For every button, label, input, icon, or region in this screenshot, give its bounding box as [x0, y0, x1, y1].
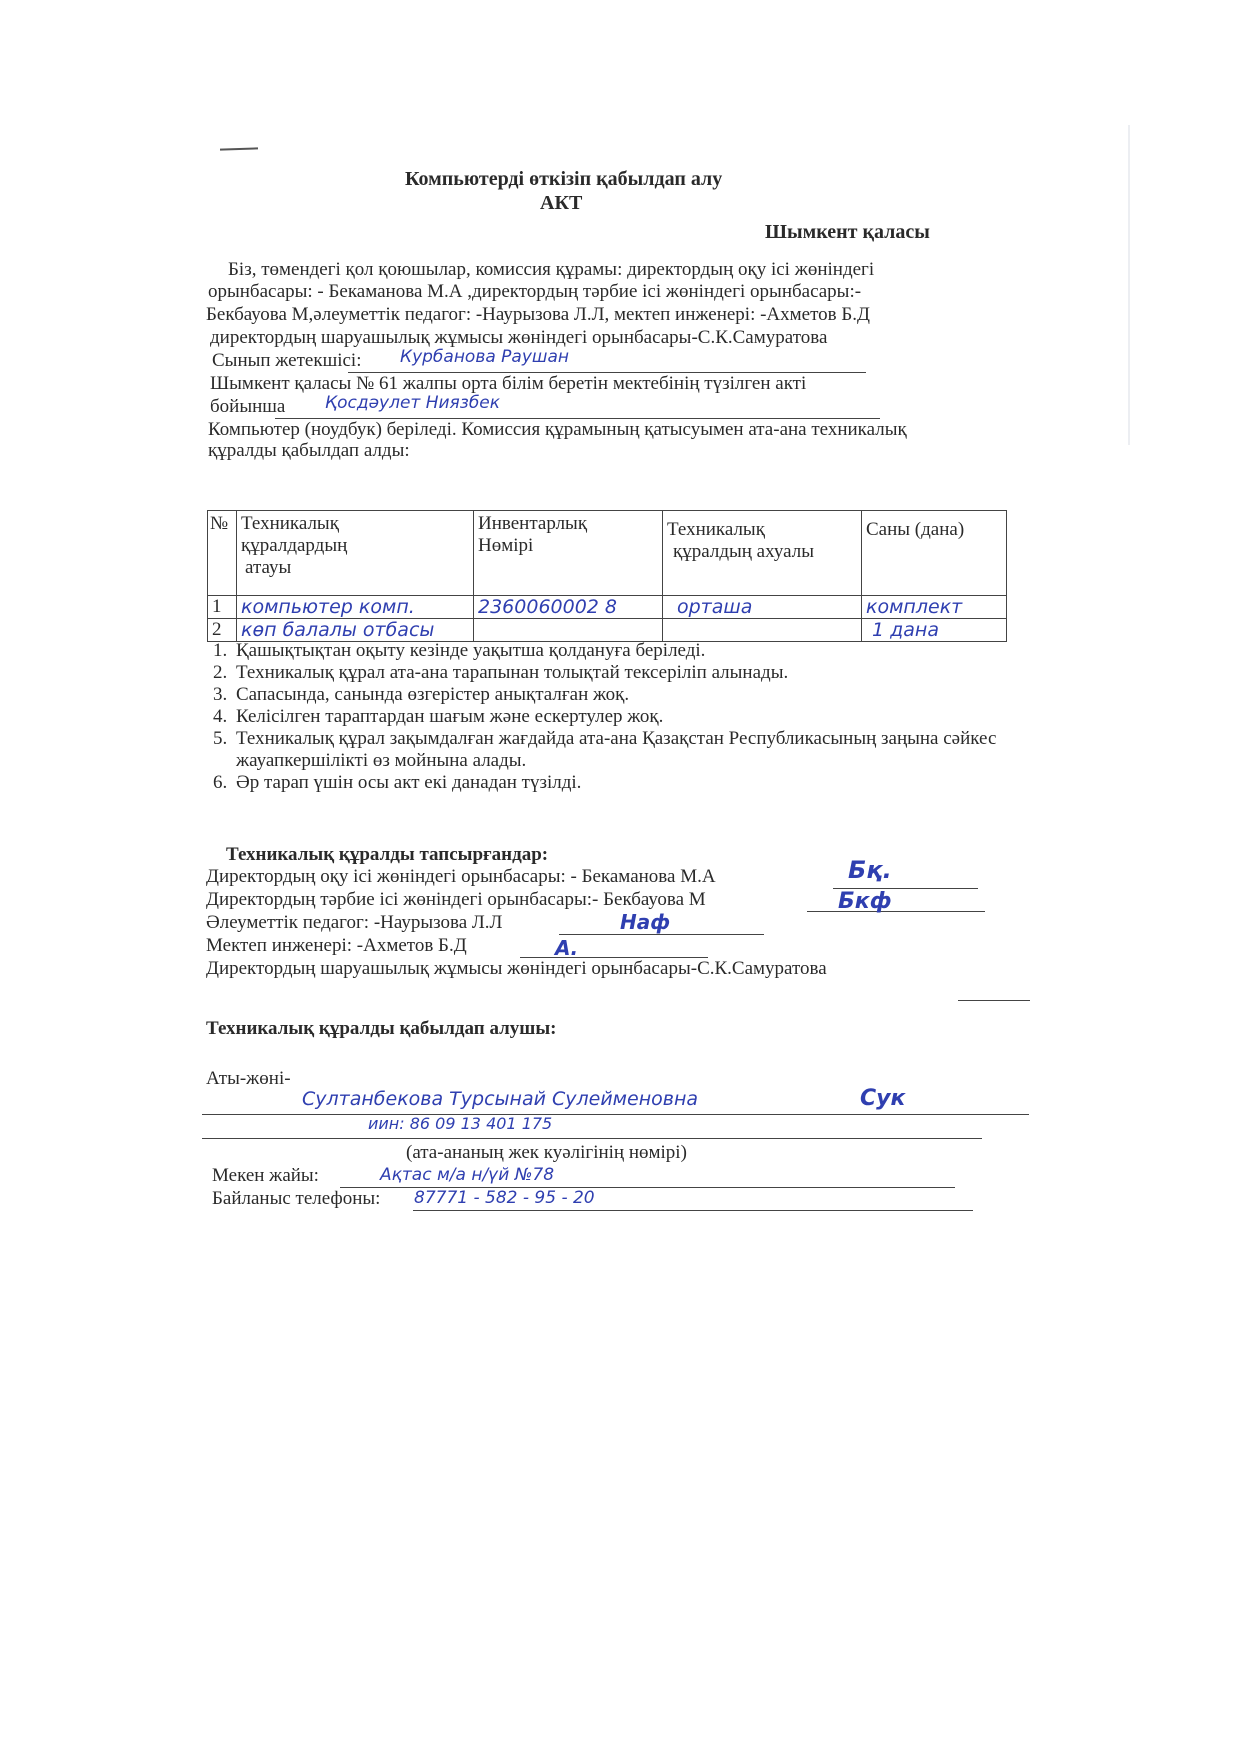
signature-3: Наф	[620, 910, 671, 934]
scan-mark	[220, 147, 258, 150]
id-caption: (ата-ананың жек куәлігінің нөмірі)	[406, 1142, 687, 1163]
table-header-row	[208, 511, 1007, 596]
header-inventory-line: Нөмірі	[478, 535, 534, 556]
handover-line-4: Мектеп инженері: -Ахметов Б.Д	[206, 935, 467, 956]
condition-item: 5. Техникалық құрал зақымдалған жағдайда ата-ана Қазақстан Республикасының заңына сәйкес жауапкершілікті өз мойнына алады.	[232, 728, 1016, 772]
phone-underline	[413, 1210, 973, 1211]
row-quantity[interactable]: комплект	[862, 596, 1007, 619]
row-inventory[interactable]	[474, 619, 663, 642]
header-quantity	[862, 511, 1007, 596]
intro-line-2: орынбасары: - Бекаманова М.А ,директордың тәрбие ісі жөніндегі орынбасары:-	[208, 281, 862, 302]
row-number: 1	[208, 596, 237, 619]
receiver-name-value[interactable]: Султанбекова Турсынай Сулейменовна	[302, 1088, 699, 1110]
conditions-list	[196, 640, 1072, 794]
handover-line-5: Директордың шаруашылық жұмысы жөніндегі орынбасары-С.К.Самуратова	[206, 958, 827, 979]
signature-line-2	[807, 911, 985, 912]
signature-4: А.	[555, 936, 579, 960]
signature-line-3	[559, 934, 764, 935]
phone-label: Байланыс телефоны:	[212, 1188, 381, 1209]
iin-underline	[202, 1138, 982, 1139]
condition-item: 6. Әр тарап үшін осы акт екі данадан түзілді.	[232, 772, 1072, 794]
name-label: Аты-жөні-	[206, 1068, 291, 1089]
received-line: құралды қабылдап алды:	[208, 440, 410, 461]
document-subtitle: АКТ	[540, 192, 583, 214]
computer-line: Компьютер (ноудбук) беріледі. Комиссия құрамының қатысуымен ата-ана техникалық	[208, 419, 907, 440]
intro-line-3: Бекбауова М,әлеуметтік педагог: -Наурызова Л.Л, мектеп инженері: -Ахметов Б.Д	[206, 304, 870, 325]
handover-line-2: Директордың тәрбие ісі жөніндегі орынбасары:- Бекбауова М	[206, 889, 706, 910]
header-name-line: құралдардың	[241, 535, 348, 556]
row-name[interactable]: көп балалы отбасы	[237, 619, 474, 642]
header-name-line: атауы	[245, 557, 292, 578]
city-label: Шымкент қаласы	[765, 221, 930, 243]
condition-item: 3. Сапасында, санында өзгерістер анықталған жоқ.	[232, 684, 1072, 706]
equipment-table	[207, 510, 1007, 642]
condition-item: 2. Техникалық құрал ата-ана тарапынан толықтай тексеріліп алынады.	[232, 662, 1072, 684]
condition-item: 4. Келісілген тараптардан шағым және ескертулер жоқ.	[232, 706, 1072, 728]
name-underline	[202, 1114, 1029, 1115]
header-name-line: Техникалық	[241, 513, 339, 534]
according-value[interactable]: Қосдәулет Ниязбек	[325, 393, 501, 413]
header-inventory	[474, 511, 663, 596]
header-quantity-label: Саны (дана)	[866, 519, 965, 540]
address-label: Мекен жайы:	[212, 1165, 319, 1186]
intro-line-4: директордың шаруашылық жұмысы жөніндегі орынбасары-С.К.Самуратова	[210, 327, 828, 348]
according-label: бойынша	[210, 396, 286, 417]
header-condition-line: құралдың ахуалы	[673, 541, 814, 562]
handover-line-1: Директордың оқу ісі жөніндегі орынбасары: - Бекаманова М.А	[206, 866, 716, 887]
scan-edge	[1128, 125, 1130, 445]
row-inventory[interactable]: 2360060002 8	[474, 596, 663, 619]
table-row	[208, 619, 1007, 642]
receiver-heading: Техникалық құралды қабылдап алушы:	[206, 1018, 557, 1039]
handed-over-heading: Техникалық құралды тапсырғандар:	[226, 844, 549, 865]
intro-line-1: Біз, төмендегі қол қоюшылар, комиссия құрамы: директордың оқу ісі жөніндегі	[228, 259, 875, 280]
row-condition[interactable]: орташа	[663, 596, 862, 619]
signature-2: Бкф	[838, 889, 892, 914]
class-teacher-label: Сынып жетекшісі:	[212, 350, 362, 371]
table-row	[208, 596, 1007, 619]
header-inventory-line: Инвентарлық	[478, 513, 588, 534]
signature-1: Бқ.	[848, 856, 892, 884]
row-number: 2	[208, 619, 237, 642]
phone-value[interactable]: 87771 - 582 - 95 - 20	[414, 1188, 595, 1208]
address-value[interactable]: Ақтас м/а н/үй №78	[380, 1165, 555, 1185]
signature-line-5	[958, 1000, 1030, 1001]
condition-item: 1. Қашықтықтан оқыту кезінде уақытша қолдануға беріледі.	[232, 640, 1072, 662]
header-number: №	[208, 511, 237, 596]
iin-value[interactable]: иин: 86 09 13 401 175	[368, 1114, 553, 1133]
row-quantity[interactable]: 1 дана	[862, 619, 1007, 642]
handover-line-3: Әлеуметтік педагог: -Наурызова Л.Л	[206, 912, 503, 933]
header-name	[237, 511, 474, 596]
class-teacher-value[interactable]: Курбанова Раушан	[400, 347, 569, 367]
header-condition-line: Техникалық	[667, 519, 765, 540]
document-title: Компьютерді өткізіп қабылдап алу	[405, 168, 723, 190]
school-line: Шымкент қаласы № 61 жалпы орта білім беретін мектебінің түзілген акті	[210, 373, 807, 394]
receiver-signature: Сук	[860, 1086, 906, 1111]
row-condition[interactable]	[663, 619, 862, 642]
header-condition	[663, 511, 862, 596]
row-name[interactable]: компьютер комп.	[237, 596, 474, 619]
